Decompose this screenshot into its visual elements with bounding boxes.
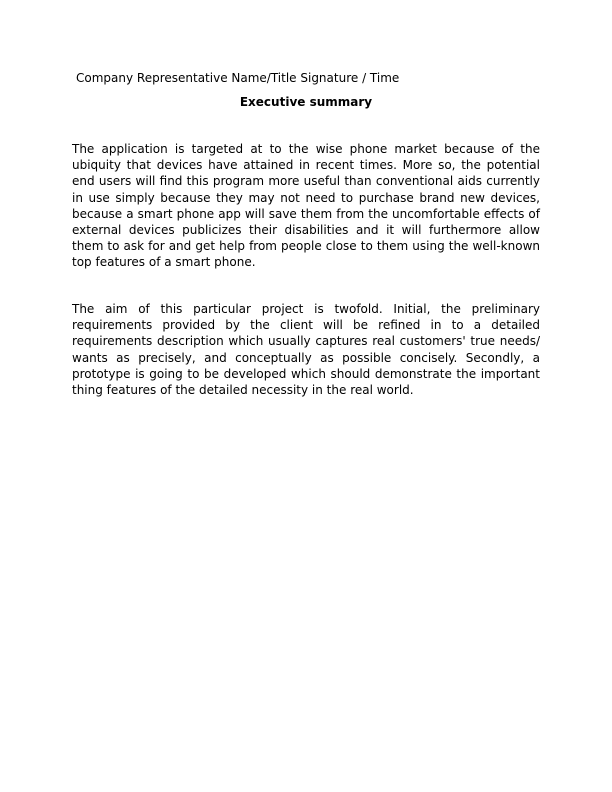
- section-title-text: Executive summary: [239, 95, 373, 109]
- body-paragraph-1: The application is targeted at to the wise phone market because of the ubiquity that devices have attained in recent times. More so, the potential end users will find this program more useful than conventional aids currently in use simply because they may not need to purchase brand new devices, because a smart phone app will save them from the uncomfortable effects of external devices publicizes their disabilities and it will furthermore allow them to ask for and get help from people close to them using the well-known top features of a smart phone.: [72, 142, 540, 270]
- signature-header-line: Company Representative Name/Title Signature / Time: [76, 71, 400, 85]
- section-title: [0, 95, 612, 110]
- body-paragraph-2: The aim of this particular project is twofold. Initial, the preliminary requirements provided by the client will be refined in to a detailed requirements description which usually captures real customers' true needs/ wants as precisely, and conceptually as possible concisely. Secondly, a prototype is going to be developed which should demonstrate the important thing features of the detailed necessity in the real world.: [72, 302, 540, 398]
